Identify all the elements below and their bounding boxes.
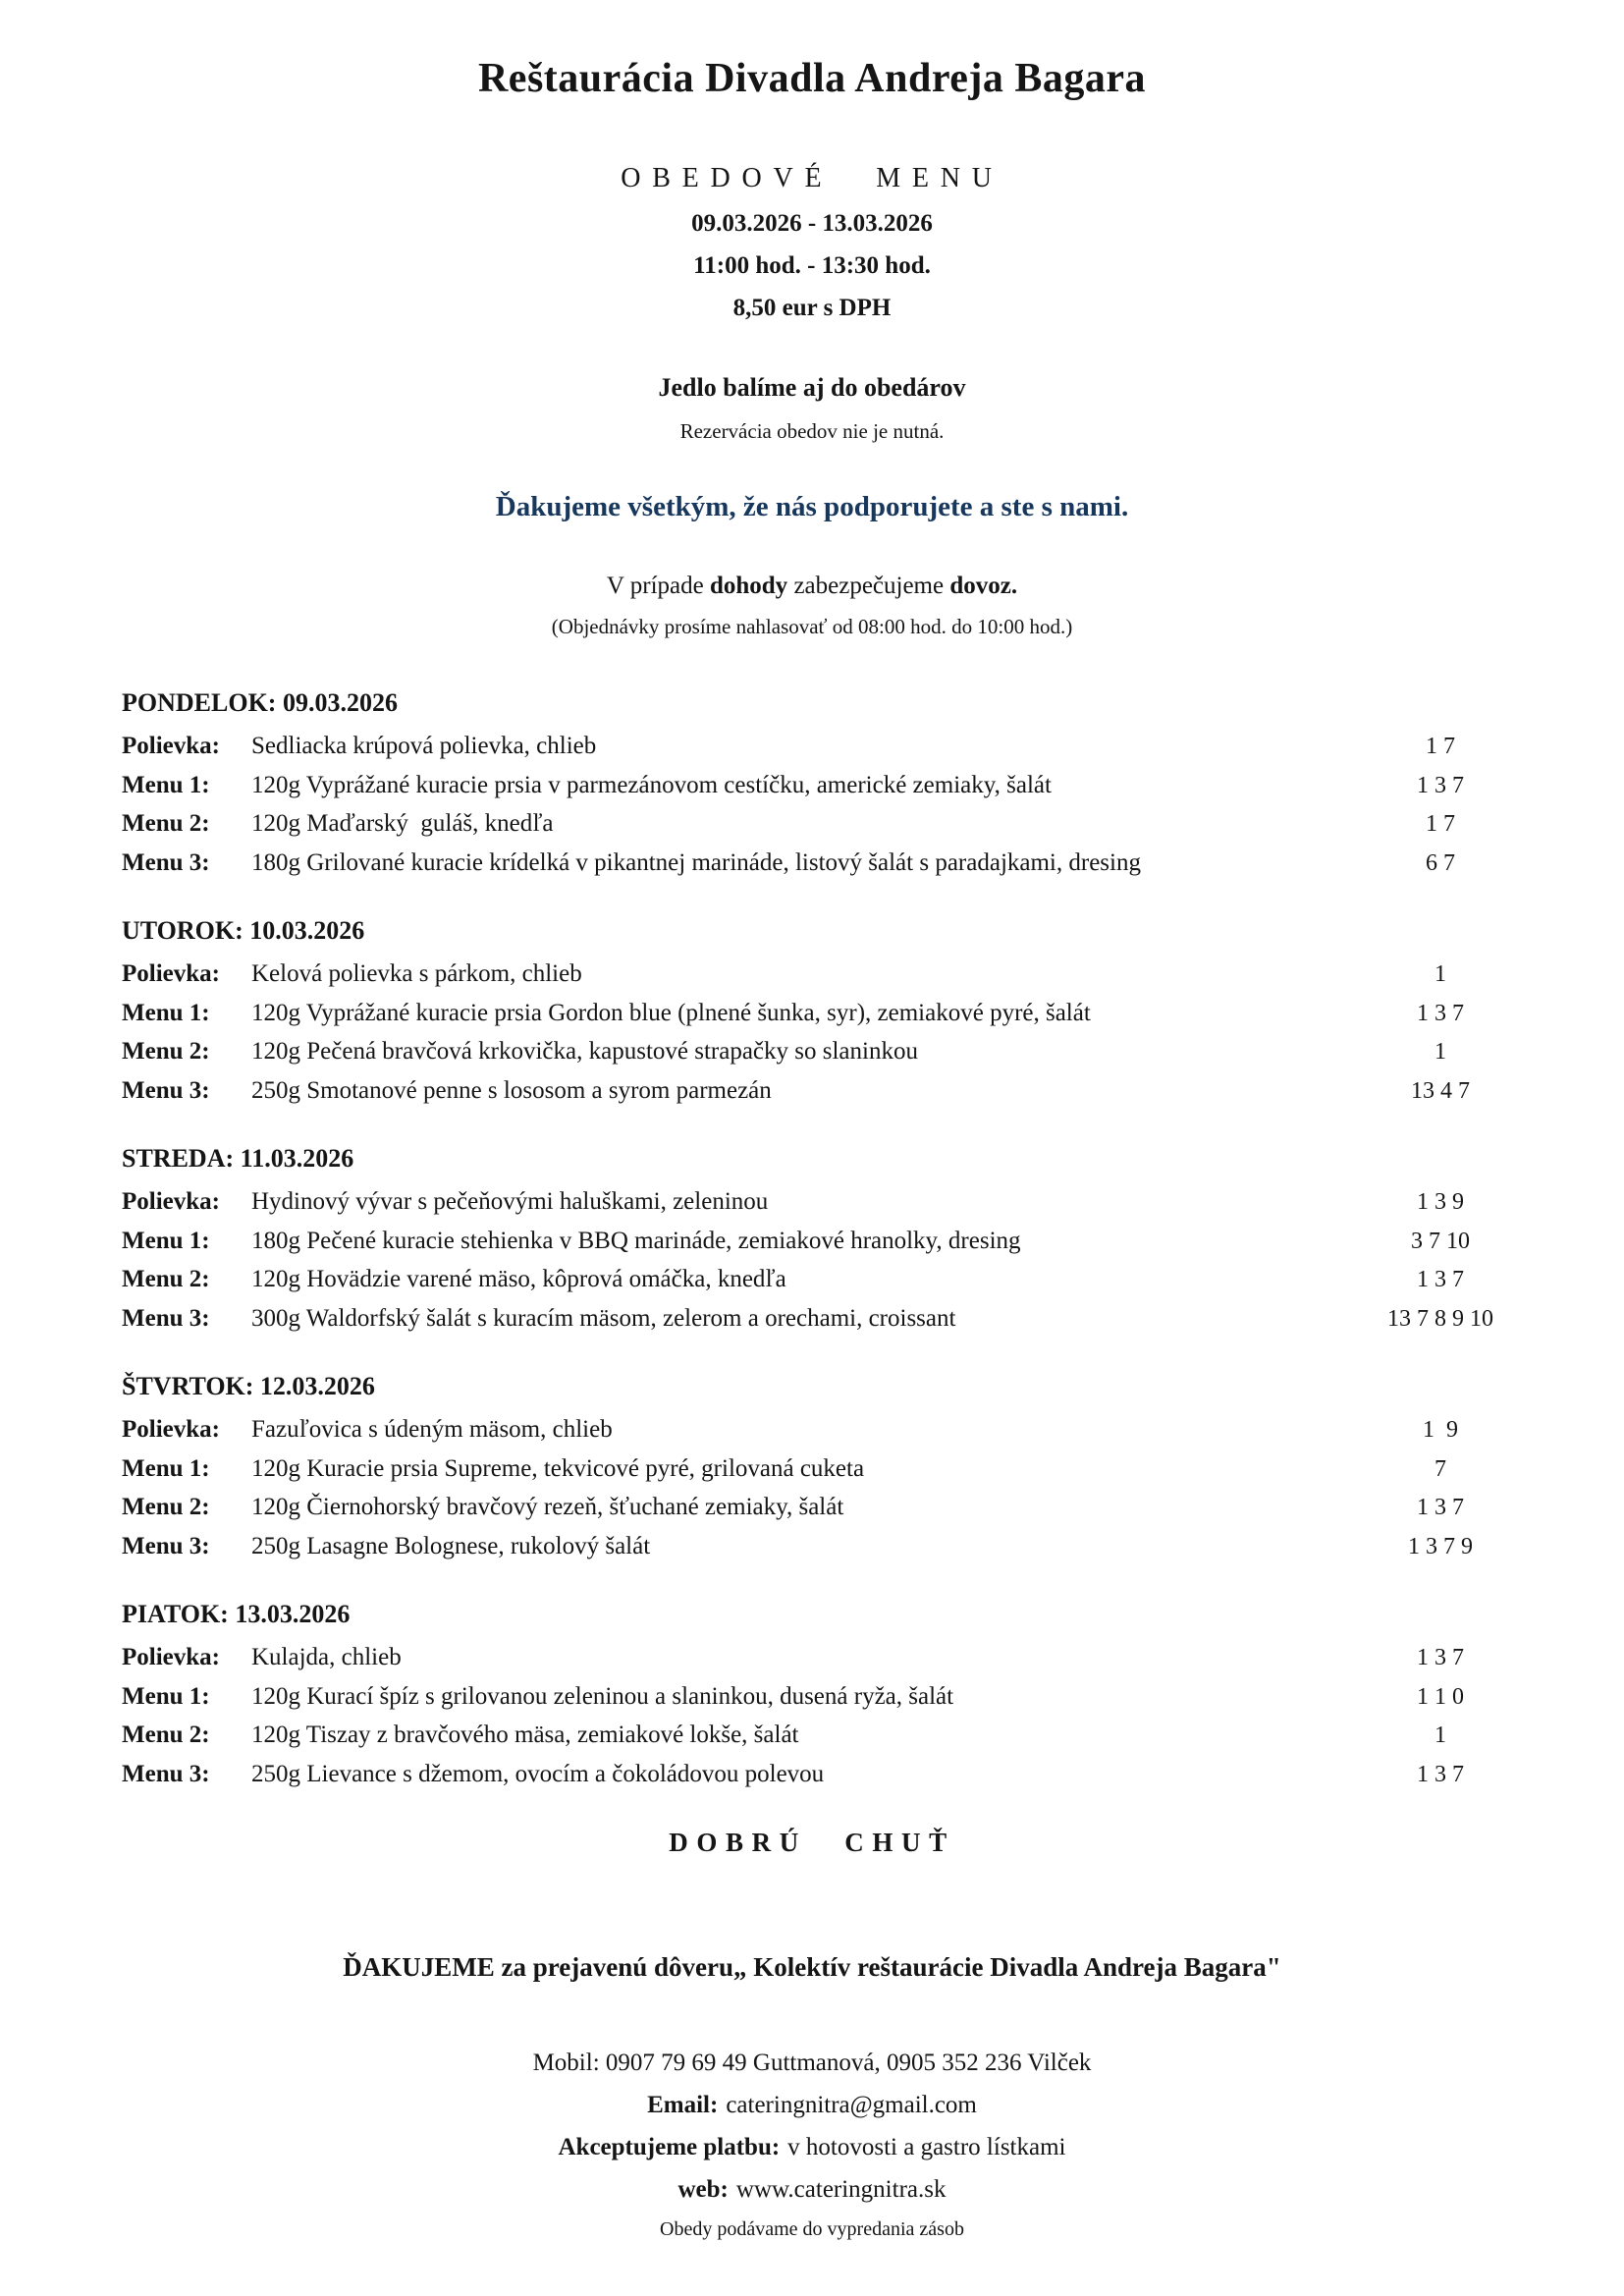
allergen-numbers: 1 <box>1435 961 1446 987</box>
day-rows <box>122 732 1534 877</box>
menu-row <box>122 809 1534 839</box>
day-section <box>122 688 1534 877</box>
menu-row-label: Polievka: <box>122 1644 220 1670</box>
menu-row-text: 120g Vyprážané kuracie prsia Gordon blue (plnené šunka, syr), zemiakové pyré, šalát <box>251 999 1091 1026</box>
payment-label: Akceptujeme platbu: <box>558 2134 781 2160</box>
allergen-numbers: 1 7 <box>1426 811 1455 837</box>
menu-row <box>122 1493 1534 1522</box>
menu-row-text: Fazuľovica s údeným mäsom, chlieb <box>251 1416 613 1443</box>
menu-row <box>122 1227 1534 1256</box>
menu-row-text: 120g Kurací špíz s grilovanou zeleninou a slaninkou, dusená ryža, šalát <box>251 1682 954 1710</box>
menu-row-text: 250g Smotanové penne s lososom a syrom parmezán <box>251 1076 772 1104</box>
daily-menu-list <box>0 688 1624 1788</box>
menu-row-label: Menu 1: <box>122 1454 210 1482</box>
menu-row <box>122 1760 1534 1789</box>
allergen-numbers: 1 3 7 <box>1417 1267 1464 1292</box>
menu-row-text: 180g Pečené kuracie stehienka v BBQ marináde, zemiakové hranolky, dresing <box>251 1227 1021 1254</box>
menu-row <box>122 771 1534 800</box>
contact-block <box>0 2050 1624 2241</box>
menu-date-range: 09.03.2026 - 13.03.2026 <box>691 210 933 237</box>
email-value: cateringnitra@gmail.com <box>726 2092 977 2118</box>
menu-row-label: Menu 3: <box>122 1076 210 1104</box>
allergen-numbers: 1 3 9 <box>1417 1189 1464 1215</box>
menu-row-label: Menu 1: <box>122 1682 210 1710</box>
menu-row <box>122 1454 1534 1484</box>
delivery-note-mid: zabezpečujeme <box>787 573 950 599</box>
allergen-numbers: 13 7 8 9 10 <box>1387 1305 1493 1332</box>
payment-value: v hotovosti a gastro lístkami <box>787 2134 1066 2160</box>
payment-line <box>0 2134 1624 2161</box>
allergen-numbers: 1 <box>1435 1722 1446 1748</box>
day-heading: PONDELOK: 09.03.2026 <box>122 688 398 717</box>
menu-row-text: 120g Pečená bravčová krkovička, kapustové strapačky so slaninkou <box>251 1038 918 1065</box>
day-rows <box>122 959 1534 1105</box>
menu-row-label: Menu 2: <box>122 1266 210 1292</box>
email-line <box>0 2092 1624 2119</box>
menu-row-text: Sedliacka krúpová polievka, chlieb <box>251 733 597 759</box>
menu-row <box>122 1304 1534 1334</box>
menu-row <box>122 1643 1534 1672</box>
allergen-numbers: 1 1 0 <box>1417 1683 1464 1710</box>
allergen-numbers: 1 3 7 <box>1417 1645 1464 1670</box>
day-rows <box>122 1415 1534 1560</box>
bon-appetit-heading: DOBRÚ CHUŤ <box>669 1828 955 1857</box>
allergen-numbers: 1 3 7 <box>1417 1000 1464 1026</box>
delivery-note-pre: V prípade <box>606 573 710 599</box>
allergen-numbers: 1 <box>1435 1039 1446 1065</box>
menu-row <box>122 848 1534 878</box>
allergen-numbers: 1 3 7 <box>1417 1495 1464 1520</box>
day-heading: UTOROK: 10.03.2026 <box>122 916 365 945</box>
allergen-numbers: 7 <box>1435 1455 1446 1482</box>
mobile-line: Mobil: 0907 79 69 49 Guttmanová, 0905 352 236 Vilček <box>532 2050 1092 2076</box>
delivery-note <box>0 573 1624 600</box>
menu-row <box>122 1682 1534 1712</box>
menu-row-label: Menu 1: <box>122 1227 210 1254</box>
menu-row-label: Polievka: <box>122 1416 220 1443</box>
serving-hours: 11:00 hod. - 13:30 hod. <box>693 252 931 279</box>
restaurant-title: Reštaurácia Divadla Andreja Bagara <box>477 56 1147 101</box>
allergen-numbers: 1 9 <box>1423 1417 1458 1443</box>
menu-row-label: Polievka: <box>122 733 220 759</box>
menu-row-label: Menu 3: <box>122 1532 210 1559</box>
menu-price: 8,50 eur s DPH <box>732 295 892 321</box>
menu-row-label: Menu 3: <box>122 1304 210 1332</box>
delivery-note-bold-dohody: dohody <box>709 573 788 599</box>
menu-row-text: Kelová polievka s párkom, chlieb <box>251 960 582 987</box>
web-value: www.cateringnitra.sk <box>735 2176 947 2203</box>
day-section <box>122 1372 1534 1560</box>
menu-row-label: Menu 2: <box>122 1038 210 1065</box>
menu-row-text: 120g Tiszay z bravčového mäsa, zemiakové lokše, šalát <box>251 1722 799 1748</box>
menu-row <box>122 1037 1534 1066</box>
menu-row-text: 120g Kuracie prsia Supreme, tekvicové pyré, grilovaná cuketa <box>251 1454 865 1482</box>
menu-row-label: Menu 3: <box>122 848 210 876</box>
allergen-numbers: 6 7 <box>1426 849 1455 876</box>
menu-row-label: Menu 3: <box>122 1760 210 1787</box>
day-rows <box>122 1643 1534 1788</box>
menu-row-label: Menu 1: <box>122 771 210 798</box>
menu-row-text: 300g Waldorfský šalát s kuracím mäsom, zelerom a orechami, croissant <box>251 1304 956 1332</box>
menu-row-text: Kulajda, chlieb <box>251 1644 402 1670</box>
allergen-numbers: 1 3 7 <box>1417 772 1464 798</box>
menu-row-text: 250g Lasagne Bolognese, rukolový šalát <box>251 1532 651 1559</box>
menu-row-text: Hydinový vývar s pečeňovými haluškami, zeleninou <box>251 1188 769 1215</box>
delivery-note-bold-dovoz: dovoz. <box>949 573 1018 599</box>
order-window-note: (Objednávky prosíme nahlasovať od 08:00 hod. do 10:00 hod.) <box>551 615 1073 638</box>
menu-row <box>122 1415 1534 1445</box>
email-label: Email: <box>647 2092 719 2118</box>
menu-row-label: Menu 1: <box>122 999 210 1026</box>
allergen-numbers: 13 4 7 <box>1411 1077 1470 1104</box>
day-section <box>122 1144 1534 1333</box>
reservation-note: Rezervácia obedov nie je nutná. <box>679 419 945 443</box>
menu-row-text: 120g Čiernohorský bravčový rezeň, šťuchané zemiaky, šalát <box>251 1494 844 1520</box>
day-heading: ŠTVRTOK: 12.03.2026 <box>122 1372 375 1400</box>
allergen-numbers: 1 3 7 <box>1417 1761 1464 1787</box>
allergen-numbers: 1 3 7 9 <box>1408 1533 1473 1559</box>
menu-row <box>122 1076 1534 1106</box>
menu-row-label: Polievka: <box>122 1188 220 1215</box>
allergen-numbers: 1 7 <box>1426 734 1455 759</box>
menu-row <box>122 1721 1534 1750</box>
availability-note: Obedy podávame do vypredania zásob <box>660 2218 964 2240</box>
menu-row <box>122 999 1534 1028</box>
takeaway-note: Jedlo balíme aj do obedárov <box>658 373 966 402</box>
closing-thanks: ĎAKUJEME za prejavenú dôveru„ Kolektív reštaurácie Divadla Andreja Bagara" <box>343 1952 1281 1982</box>
thank-you-note: Ďakujeme všetkým, že nás podporujete a ste s nami. <box>495 491 1129 522</box>
menu-row <box>122 959 1534 989</box>
menu-row-text: 250g Lievance s džemom, ovocím a čokoládovou polevou <box>251 1760 825 1787</box>
menu-row-label: Polievka: <box>122 960 220 987</box>
menu-row-label: Menu 2: <box>122 1722 210 1748</box>
day-rows <box>122 1187 1534 1333</box>
menu-row-text: 120g Hovädzie varené mäso, kôprová omáčka, knedľa <box>251 1266 786 1292</box>
web-line <box>0 2176 1624 2204</box>
day-heading: STREDA: 11.03.2026 <box>122 1144 354 1173</box>
web-label: web: <box>677 2176 729 2203</box>
menu-row-label: Menu 2: <box>122 810 210 837</box>
menu-row <box>122 732 1534 761</box>
menu-row <box>122 1532 1534 1561</box>
menu-row-label: Menu 2: <box>122 1494 210 1520</box>
menu-row-text: 120g Vyprážané kuracie prsia v parmezánovom cestíčku, americké zemiaky, šalát <box>251 771 1052 798</box>
menu-row <box>122 1265 1534 1294</box>
day-section <box>122 916 1534 1105</box>
allergen-numbers: 3 7 10 <box>1411 1228 1470 1254</box>
menu-row <box>122 1187 1534 1217</box>
menu-row-text: 180g Grilované kuracie krídelká v pikantnej marináde, listový šalát s paradajkami, dresing <box>251 848 1141 876</box>
lunch-menu-heading: OBEDOVÉ MENU <box>621 163 1003 193</box>
day-section <box>122 1600 1534 1788</box>
menu-row-text: 120g Maďarský guláš, knedľa <box>251 810 554 837</box>
day-heading: PIATOK: 13.03.2026 <box>122 1600 351 1628</box>
